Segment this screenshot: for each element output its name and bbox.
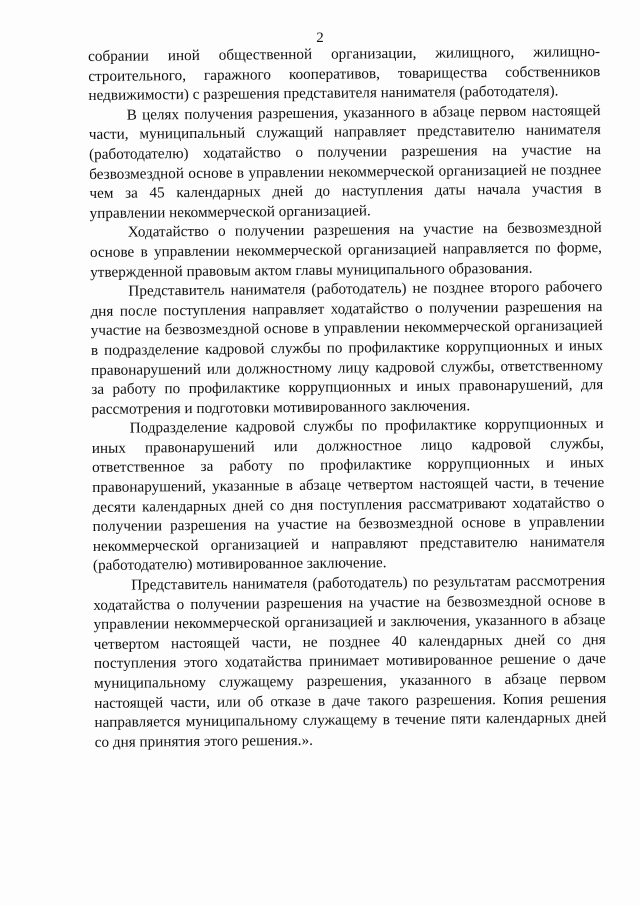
paragraph-hr-review: Подразделение кадровой службы по профилактике коррупционных и иных правонарушений или должностное лицо кадровой службы, ответственное за работу по профилактике коррупционных и иных правонарушений, указанные в абзаце четвертом настоящей части, в течение десяти календарных дней со дня поступления рассматривают ходатайство о получении разрешения на участие на безвозмездной основе в управлении некоммерческой организацией и направляют представителю нанимателя (работодателю) мотивированное заключение. [91,415,605,575]
paragraph-petition-form: Ходатайство о получении разрешения на участие на безвозмездной основе в управлении некоммерческой организацией направляется по форме, утвержденной правовым актом главы муниципального образования. [89,219,603,281]
paragraph-employer-decision: Представитель нанимателя (работодатель) по результатам рассмотрения ходатайства о получении разрешения на участие на безвозмездной основе в управлении некоммерческой организацией и заключения, указанного в абзаце четвертом настоящей части, не позднее 40 календарных дней со дня поступления этого ходатайства принимает мотивированное решение о даче муниципальному служащему разрешения, указанного в абзаце первом настоящей части, или об отказе в даче такого разрешения. Копия решения направляется муниципальному служащему в течение пяти календарных дней со дня принятия этого решения.». [93,572,607,751]
document-body [88,42,607,752]
paragraph-continuation: собрании иной общественной организации, жилищного, жилищно-строительного, гаражного кооперативов, товарищества собственников недвижимости) с разрешения представителя нанимателя (работодателя). [88,43,601,105]
paragraph-employer-forwarding: Представитель нанимателя (работодатель) не позднее второго рабочего дня после поступления направляет ходатайство о получении разрешения на участие на безвозмездной основе в управлении некоммерческой организацией в подразделение кадровой службы по профилактике коррупционных и иных правонарушений или должностному лицу кадровой службы, ответственному за работу по профилактике коррупционных и иных правонарушений, для рассмотрения и подготовки мотивированного заключения. [90,278,604,418]
page-number: 2 [316,30,324,46]
paragraph-petition-deadline: В целях получения разрешения, указанного в абзаце первом настоящей части, муниципальный служащий направляет представителю нанимателя (работодателю) ходатайство о получении разрешения на участие на безвозмездной основе в управлении некоммерческой организацией не позднее чем за 45 календарных дней до наступления даты начала участия в управлении некоммерческой организацией. [88,101,602,222]
